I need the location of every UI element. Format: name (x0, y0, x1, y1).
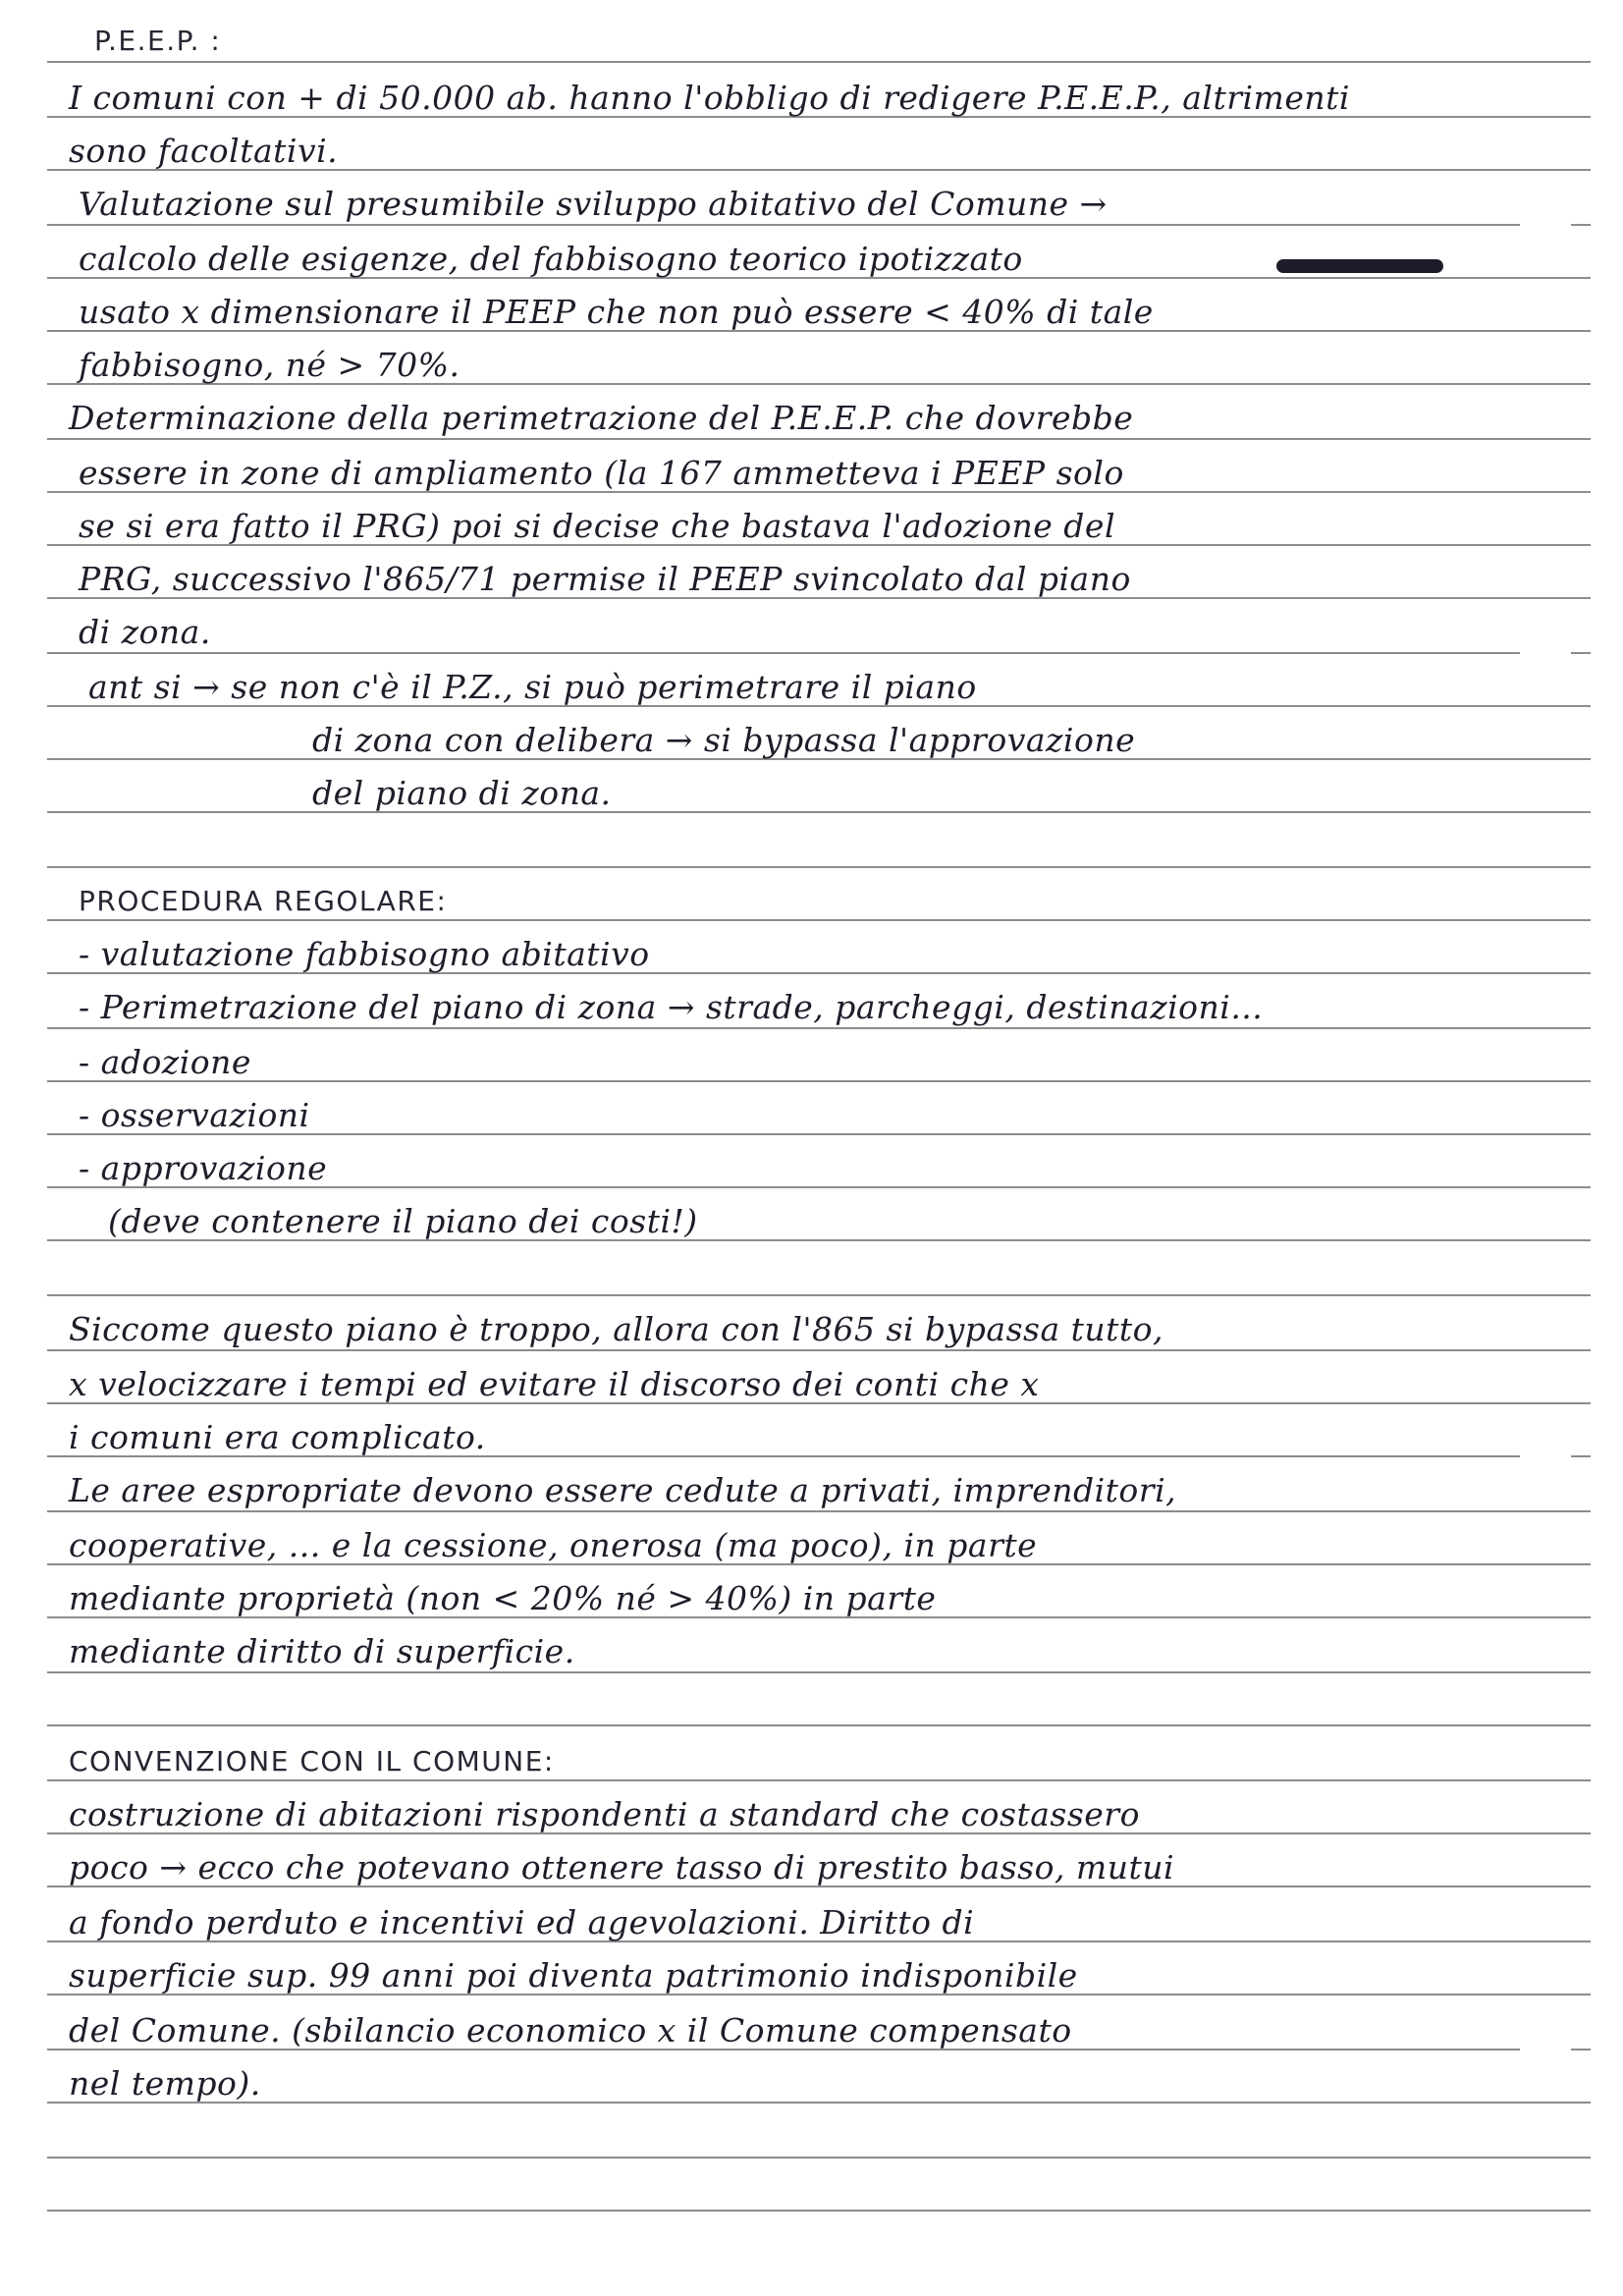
list-item: - Perimetrazione del piano di zona → strade, parcheggi, destinazioni... (79, 988, 1264, 1026)
text-line: ant si → se non c'è il P.Z., si può perimetrare il piano (88, 668, 977, 706)
rule-dash (1571, 224, 1591, 226)
text-line: superficie sup. 99 anni poi diventa patrimonio indisponibile (69, 1956, 1078, 1995)
list-item: - osservazioni (79, 1096, 310, 1134)
list-item: - adozione (79, 1043, 251, 1081)
list-item: (deve contenere il piano dei costi!) (108, 1202, 698, 1240)
text-line: di zona. (79, 613, 211, 651)
text-line: usato x dimensionare il PEEP che non può essere < 40% di tale (79, 293, 1154, 331)
rule-line (47, 224, 1520, 226)
text-line: PRG, successivo l'865/71 permise il PEEP svincolato dal piano (79, 560, 1131, 598)
text-line: x velocizzare i tempi ed evitare il discorso dei conti che x (69, 1365, 1040, 1403)
text-line: Le aree espropriate devono essere cedute a privati, imprenditori, (69, 1471, 1177, 1509)
rule-line (47, 1724, 1591, 1726)
rule-line (47, 2210, 1591, 2212)
text-line: costruzione di abitazioni rispondenti a standard che costassero (69, 1795, 1140, 1833)
text-line: mediante diritto di superficie. (69, 1632, 575, 1670)
rule-line (47, 866, 1591, 868)
text-line: I comuni con + di 50.000 ab. hanno l'obbligo di redigere P.E.E.P., altrimenti (69, 79, 1350, 117)
text-line: Valutazione sul presumibile sviluppo abitativo del Comune → (79, 185, 1108, 223)
rule-dash (1571, 1455, 1591, 1457)
text-line: nel tempo). (69, 2064, 261, 2103)
scribbled-out-word (1276, 259, 1443, 273)
rule-line (47, 1510, 1591, 1512)
rule-dash (1571, 652, 1591, 654)
text-line: del Comune. (sbilancio economico x il Comune compensato (69, 2011, 1072, 2050)
text-line: del piano di zona. (312, 774, 612, 812)
rule-line (47, 438, 1591, 440)
text-line: i comuni era complicato. (69, 1418, 486, 1456)
text-line: Siccome questo piano è troppo, allora con l'865 si bypassa tutto, (69, 1310, 1164, 1348)
text-line: a fondo perduto e incentivi ed agevolazioni. Diritto di (69, 1903, 975, 1941)
rule-line (47, 1294, 1591, 1296)
section-heading: PROCEDURA REGOLARE: (79, 885, 448, 917)
rule-line (47, 2157, 1591, 2159)
list-item: - approvazione (79, 1149, 328, 1187)
rule-dash (1571, 2049, 1591, 2050)
rule-line (47, 1671, 1591, 1673)
text-line: sono facoltativi. (69, 132, 339, 170)
text-line: se si era fatto il PRG) poi si decise che bastava l'adozione del (79, 507, 1116, 545)
list-item: - valutazione fabbisogno abitativo (79, 935, 650, 973)
text-line: mediante proprietà (non < 20% né > 40%) in parte (69, 1579, 937, 1617)
text-line: poco → ecco che potevano ottenere tasso di prestito basso, mutui (69, 1848, 1175, 1886)
text-line: calcolo delle esigenze, del fabbisogno teorico ipotizzato (79, 240, 1023, 278)
section-heading: CONVENZIONE CON IL COMUNE: (69, 1745, 555, 1777)
rule-line (47, 1349, 1591, 1351)
rule-line (47, 2102, 1591, 2104)
text-line: cooperative, ... e la cessione, onerosa (ma poco), in parte (69, 1526, 1038, 1564)
page-title: P.E.E.P. : (94, 25, 222, 57)
text-line: fabbisogno, né > 70%. (79, 346, 460, 384)
rule-line (47, 652, 1520, 654)
rule-line (47, 811, 1591, 813)
rule-line (47, 61, 1591, 63)
text-line: Determinazione della perimetrazione del P.E.E.P. che dovrebbe (69, 399, 1134, 437)
rule-line (47, 1027, 1591, 1029)
text-line: essere in zone di ampliamento (la 167 ammetteva i PEEP solo (79, 454, 1124, 492)
rule-line (47, 1080, 1591, 1082)
text-line: di zona con delibera → si bypassa l'approvazione (312, 721, 1136, 759)
